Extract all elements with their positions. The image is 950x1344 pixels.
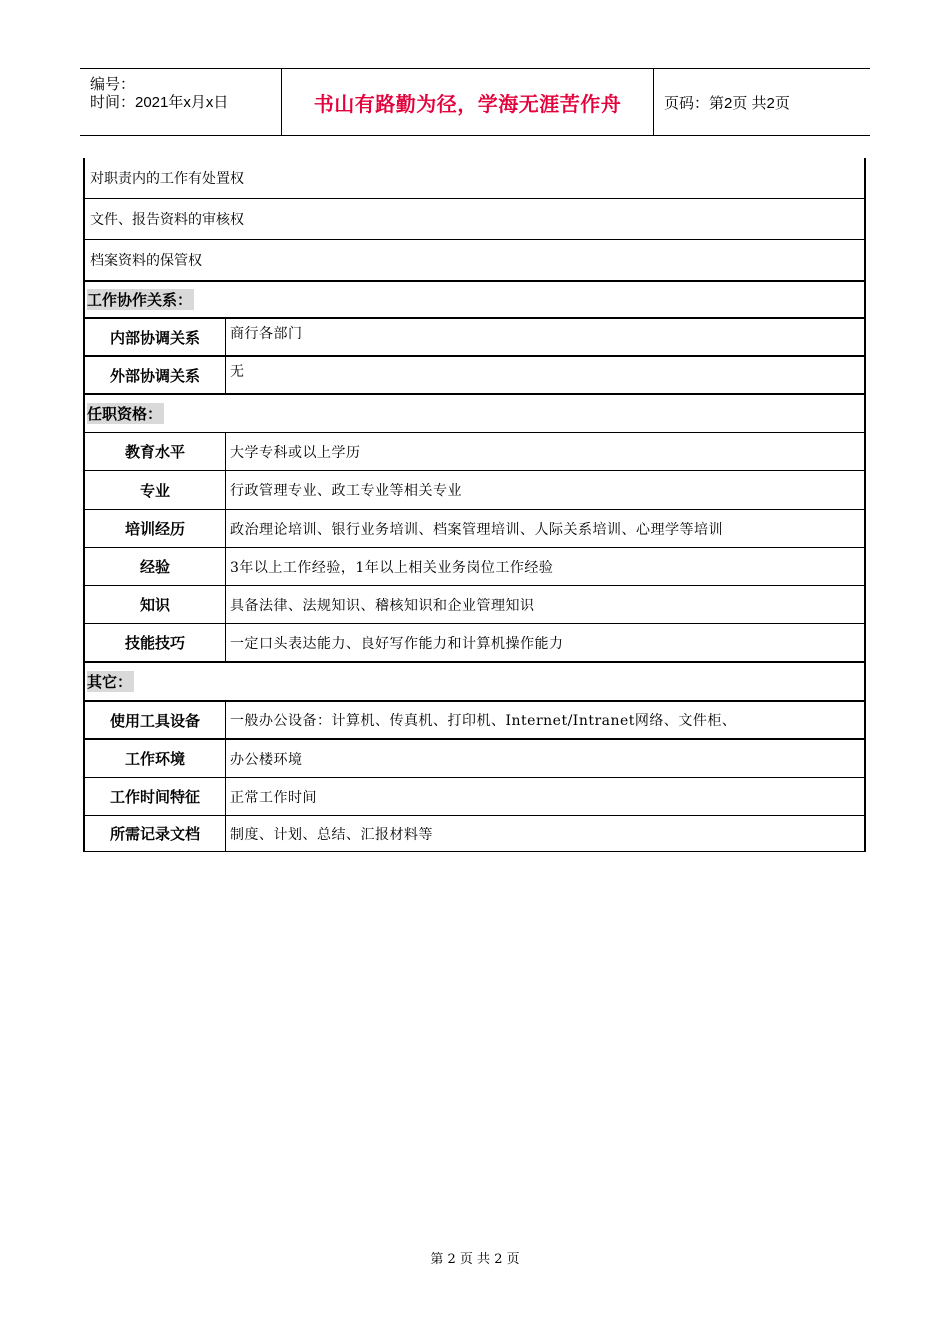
section-title: 其它： bbox=[87, 673, 133, 691]
table-row bbox=[85, 586, 864, 624]
row-value: 正常工作时间 bbox=[230, 789, 317, 806]
row-label: 技能技巧 bbox=[85, 624, 226, 661]
table-row bbox=[85, 548, 864, 586]
authority-row bbox=[85, 199, 864, 240]
section-title: 任职资格： bbox=[87, 405, 163, 423]
row-label: 外部协调关系 bbox=[85, 357, 226, 393]
row-label: 使用工具设备 bbox=[85, 702, 226, 738]
row-value: 一般办公设备：计算机、传真机、打印机、Internet/Intranet网络、文件柜、 bbox=[230, 713, 737, 729]
table-row bbox=[85, 816, 864, 852]
row-value: 无 bbox=[230, 364, 245, 380]
authority-row bbox=[85, 240, 864, 282]
section-cooperation bbox=[85, 282, 864, 319]
section-other bbox=[85, 663, 864, 702]
row-label: 知识 bbox=[85, 586, 226, 623]
table-row bbox=[85, 624, 864, 663]
row-value: 行政管理专业、政工专业等相关专业 bbox=[230, 483, 462, 499]
row-value: 商行各部门 bbox=[230, 326, 303, 342]
job-description-table bbox=[83, 158, 866, 852]
header-motto: 书山有路勤为径，学海无涯苦作舟 bbox=[313, 91, 622, 116]
table-row bbox=[85, 471, 864, 510]
document-date: 时间：2021年x月x日 bbox=[90, 94, 229, 111]
header-page-number: 页码：第2页 共2页 bbox=[664, 94, 790, 112]
section-title: 工作协作关系： bbox=[87, 291, 193, 309]
row-label: 所需记录文档 bbox=[85, 816, 226, 851]
row-value: 一定口头表达能力、良好写作能力和计算机操作能力 bbox=[230, 635, 564, 652]
row-value: 制度、计划、总结、汇报材料等 bbox=[230, 826, 433, 843]
document-number: 编号： bbox=[90, 76, 136, 93]
row-value: 3年以上工作经验，1年以上相关业务岗位工作经验 bbox=[230, 559, 554, 576]
authority-row bbox=[85, 158, 864, 199]
page-footer: 第 2 页 共 2 页 bbox=[430, 1252, 520, 1267]
section-qualification bbox=[85, 395, 864, 433]
authority-text: 对职责内的工作有处置权 bbox=[90, 171, 244, 187]
authority-text: 文件、报告资料的审核权 bbox=[90, 212, 244, 228]
row-label: 工作时间特征 bbox=[85, 778, 226, 815]
table-row bbox=[85, 702, 864, 740]
table-row bbox=[85, 357, 864, 395]
row-label: 经验 bbox=[85, 548, 226, 585]
table-row bbox=[85, 433, 864, 471]
row-label: 内部协调关系 bbox=[85, 319, 226, 355]
table-row bbox=[85, 319, 864, 357]
header-motto-cell bbox=[282, 69, 654, 135]
row-value: 具备法律、法规知识、稽核知识和企业管理知识 bbox=[230, 597, 535, 614]
row-value: 政治理论培训、银行业务培训、档案管理培训、人际关系培训、心理学等培训 bbox=[230, 521, 723, 538]
row-value: 办公楼环境 bbox=[230, 751, 303, 768]
row-label: 专业 bbox=[85, 471, 226, 509]
table-row bbox=[85, 740, 864, 778]
row-label: 工作环境 bbox=[85, 740, 226, 777]
row-label: 教育水平 bbox=[85, 433, 226, 470]
header-meta bbox=[80, 69, 282, 135]
row-value: 大学专科或以上学历 bbox=[230, 444, 361, 461]
table-row bbox=[85, 510, 864, 548]
page-header bbox=[80, 68, 870, 136]
authority-text: 档案资料的保管权 bbox=[90, 253, 202, 269]
row-label: 培训经历 bbox=[85, 510, 226, 547]
table-row bbox=[85, 778, 864, 816]
